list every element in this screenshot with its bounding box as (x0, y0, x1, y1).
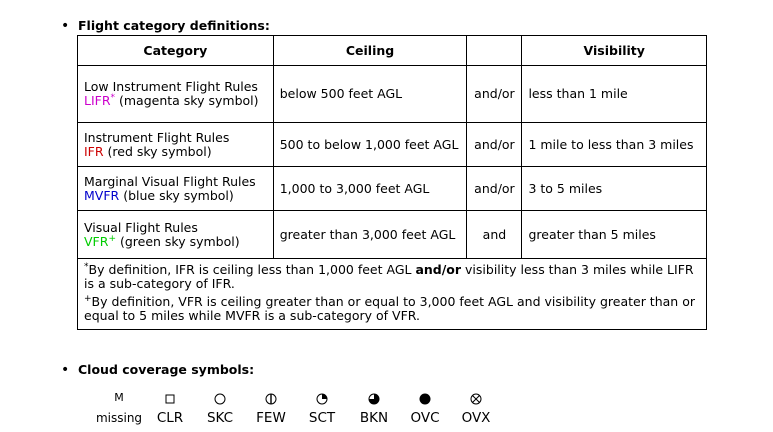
sky-symbol-desc: (red sky symbol) (103, 143, 212, 159)
symbol-label: SKC (206, 410, 234, 426)
obscured-circle-icon (458, 389, 494, 407)
broken-circle-icon (356, 389, 392, 407)
symbol-label: missing (95, 411, 143, 425)
ceiling-cell: below 500 feet AGL (273, 66, 467, 123)
bullet: • (61, 362, 70, 378)
sky-symbol-desc: (magenta sky symbol) (115, 93, 259, 108)
symbol-sct (304, 389, 340, 426)
symbol-missing (94, 389, 144, 426)
conjunction-cell: and/or (467, 167, 522, 211)
category-cell (78, 123, 274, 167)
clear-square-icon (152, 389, 188, 407)
footnote-lifr (84, 263, 700, 291)
footnote-text: By definition, IFR is ceiling less than 1,000 feet AGL (88, 262, 416, 277)
symbol-label: CLR (156, 410, 184, 426)
few-clouds-circle-icon (253, 389, 289, 407)
visibility-cell: less than 1 mile (522, 66, 707, 123)
footnote-mark: * (84, 262, 89, 272)
ceiling-cell: 500 to below 1,000 feet AGL (273, 123, 467, 167)
ceiling-cell: greater than 3,000 feet AGL (273, 211, 467, 259)
header-category: Category (78, 36, 274, 66)
footnote-mark: + (84, 294, 92, 304)
notes-cell (78, 259, 707, 330)
symbol-ovx (458, 389, 494, 426)
category-abbr: IFR (84, 143, 104, 159)
symbol-label: SCT (308, 410, 336, 426)
missing-glyph-icon: M (114, 391, 124, 404)
visibility-cell: greater than 5 miles (522, 211, 707, 259)
header-visibility: Visibility (522, 36, 707, 66)
table-header-row (78, 36, 707, 66)
sky-symbol-desc: (blue sky symbol) (119, 187, 234, 203)
table-row-vfr (78, 211, 707, 259)
category-cell (78, 211, 274, 259)
footnote-vfr (84, 295, 700, 323)
symbol-label: OVX (461, 410, 491, 426)
category-abbr: VFR (84, 233, 109, 249)
scattered-circle-icon (304, 389, 340, 407)
category-abbr: LIFR (84, 93, 111, 108)
flight-category-table (77, 35, 707, 330)
header-conjunction (467, 36, 522, 66)
symbol-label: FEW (256, 410, 286, 426)
symbol-few (253, 389, 289, 426)
visibility-cell: 1 mile to less than 3 miles (522, 123, 707, 167)
conjunction-cell: and/or (467, 66, 522, 123)
category-name: Visual Flight Rules (84, 219, 198, 235)
symbol-label: BKN (359, 410, 389, 426)
cloud-coverage-heading: Cloud coverage symbols: (78, 362, 255, 377)
table-row-mvfr (78, 167, 707, 211)
header-ceiling: Ceiling (273, 36, 467, 66)
visibility-cell: 3 to 5 miles (522, 167, 707, 211)
footnote-text: visibility less than 3 miles while LIFR is a sub-category of IFR. (84, 262, 694, 291)
table-row-ifr (78, 123, 707, 167)
table-row-lifr (78, 66, 707, 123)
category-name: Instrument Flight Rules (84, 129, 230, 145)
category-cell (78, 167, 274, 211)
symbol-ovc (407, 389, 443, 426)
footnote-mark: * (110, 93, 116, 103)
flight-category-heading: Flight category definitions: (78, 18, 270, 33)
symbol-label: OVC (410, 410, 440, 426)
ceiling-cell: 1,000 to 3,000 feet AGL (273, 167, 467, 211)
conjunction-cell: and (467, 211, 522, 259)
category-abbr: MVFR (84, 187, 120, 203)
symbol-skc (202, 389, 238, 426)
symbol-clr (152, 389, 188, 426)
footnote-text: By definition, VFR is ceiling greater than or equal to 3,000 feet AGL and visibility greater than or equal to 5 miles while MVFR is a sub-category of VFR. (84, 294, 695, 323)
sky-clear-circle-icon (202, 389, 238, 407)
category-cell (78, 66, 274, 123)
table-notes-row (78, 259, 707, 330)
category-name: Low Instrument Flight Rules (84, 79, 258, 94)
conjunction-cell: and/or (467, 123, 522, 167)
category-name: Marginal Visual Flight Rules (84, 173, 256, 189)
overcast-circle-icon (407, 389, 443, 407)
footnote-mark: + (108, 233, 116, 244)
sky-symbol-desc: (green sky symbol) (115, 233, 240, 249)
symbol-bkn (356, 389, 392, 426)
footnote-bold: and/or (415, 262, 462, 277)
bullet: • (61, 18, 70, 34)
